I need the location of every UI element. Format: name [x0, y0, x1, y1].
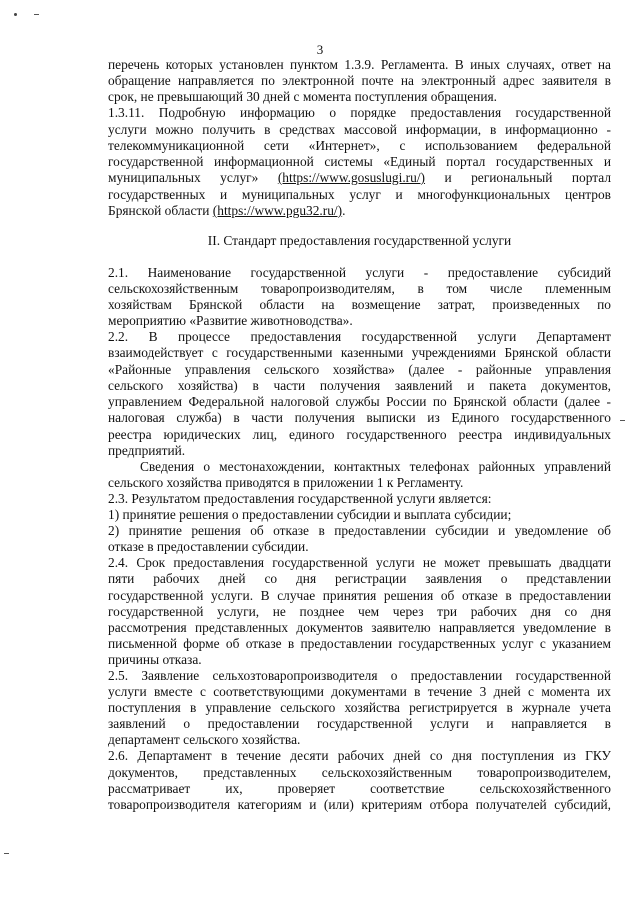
page-number: 3 — [316, 42, 324, 57]
text-line: муниципальных услуг» (https://www.gosuslugi.ru/) и региональный портал — [108, 170, 612, 185]
text-line: документов, представленных сельскохозяйственным товаропроизводителем, — [108, 765, 611, 780]
text-line: хозяйствам Брянской области на возмещение затрат, произведенных по — [108, 297, 611, 312]
url-link[interactable]: (https://www.gosuslugi.ru/) — [277, 170, 426, 185]
text-line: сельского хозяйства) в части получения заявлений и пакета документов, — [108, 378, 611, 393]
text-line: срок, не превышающий 30 дней с момента поступления обращения. — [108, 89, 498, 104]
text-line: 2.4. Срок предоставления государственной услуги не может превышать двадцати — [108, 555, 611, 570]
text-line: 2.6. Департамент в течение десяти рабочих дней со дня поступления из ГКУ — [108, 748, 611, 763]
text-line: письменной форме об отказе в предоставлении государственных услуг с указанием — [108, 636, 611, 651]
text-line: государственной услуги, не позднее чем через три рабочих дня со дня — [108, 604, 611, 619]
scan-mark — [14, 13, 17, 16]
text-line: Сведения о местонахождении, контактных телефонах районных управлений — [140, 459, 611, 474]
text-line: 2.1. Наименование государственной услуги - предоставление субсидий — [108, 265, 611, 280]
text-line: рассматривает их, проверяет соответствие сельскохозяйственного — [108, 781, 611, 796]
text-line: сельскохозяйственным товаропроизводителям, в том числе племенным — [108, 281, 611, 296]
scan-mark — [4, 853, 9, 854]
text-line: государственной услуги. В случае принятия решения об отказе в предоставлении — [108, 588, 611, 603]
text-line: государственных и муниципальных услуг и многофункциональных центров — [108, 187, 611, 202]
scan-mark — [620, 420, 625, 421]
url-link[interactable]: (https://www.pgu32.ru/) — [212, 203, 343, 218]
text-line: телекоммуникационной сети «Интернет», с использованием федеральной — [108, 138, 611, 153]
text-line: предприятий. — [108, 443, 186, 458]
text-line: взаимодействует с государственными казенными учреждениями Брянской области — [108, 345, 611, 360]
text-line: обращение направляется по электронной почте на электронный адрес заявителя в — [108, 73, 611, 88]
text-line: 2) принятие решения об отказе в предоставлении субсидии и уведомление об — [108, 523, 611, 538]
text-line: заявлений о предоставлении государственной услуги и направляется в — [108, 716, 611, 731]
text-line: налоговая служба) в части получения выписки из Единого государственного — [108, 410, 611, 425]
text-line: департамент сельского хозяйства. — [108, 732, 301, 747]
scan-mark — [34, 14, 39, 15]
text-line: мероприятию «Развитие животноводства». — [108, 313, 353, 328]
text-line: поступления в управление сельского хозяйства регистрируется в журнале учета — [108, 700, 611, 715]
text-line: Брянской области (https://www.pgu32.ru/). — [108, 203, 346, 218]
text-line: 2.2. В процессе предоставления государственной услуги Департамент — [108, 329, 611, 344]
text-line: 1) принятие решения о предоставлении субсидии и выплата субсидии; — [108, 507, 512, 522]
text-line: рассмотрения представленных документов заявителю направляется уведомление в — [108, 620, 611, 635]
text-line: 2.3. Результатом предоставления государственной услуги является: — [108, 491, 492, 506]
text-line: «Районные управления сельского хозяйства» (далее - районные управления — [108, 362, 611, 377]
section-heading: II. Стандарт предоставления государственной услуги — [207, 233, 512, 248]
text-line: 2.5. Заявление сельхозтоваропроизводителя о предоставлении государственной — [108, 668, 611, 683]
text-line: сельского хозяйства приводятся в приложении 1 к Регламенту. — [108, 475, 464, 490]
text-line: 1.3.11. Подробную информацию о порядке предоставления государственной — [108, 105, 611, 120]
text-line: причины отказа. — [108, 652, 202, 667]
text-line: реестра юридических лиц, единого государственного реестра индивидуальных — [108, 427, 611, 442]
text-line: государственной информационной системы «Единый портал государственных и — [108, 154, 611, 169]
text-line: перечень которых установлен пунктом 1.3.9. Регламента. В иных случаях, ответ на — [108, 57, 611, 72]
text-line: услуги вместе с соответствующими документами в течение 3 дней с момента их — [108, 684, 611, 699]
text-line: управлением Федеральной налоговой службы России по Брянской области (далее - — [108, 394, 611, 409]
text-line: отказе в предоставлении субсидии. — [108, 539, 309, 554]
text-line: товаропроизводителя категориям и (или) критериям отбора получателей субсидий, — [108, 797, 611, 812]
text-line: пяти рабочих дней со дня регистрации заявления о представлении — [108, 571, 611, 586]
text-line: услуги можно получить в средствах массовой информации, в информационно - — [108, 122, 611, 137]
